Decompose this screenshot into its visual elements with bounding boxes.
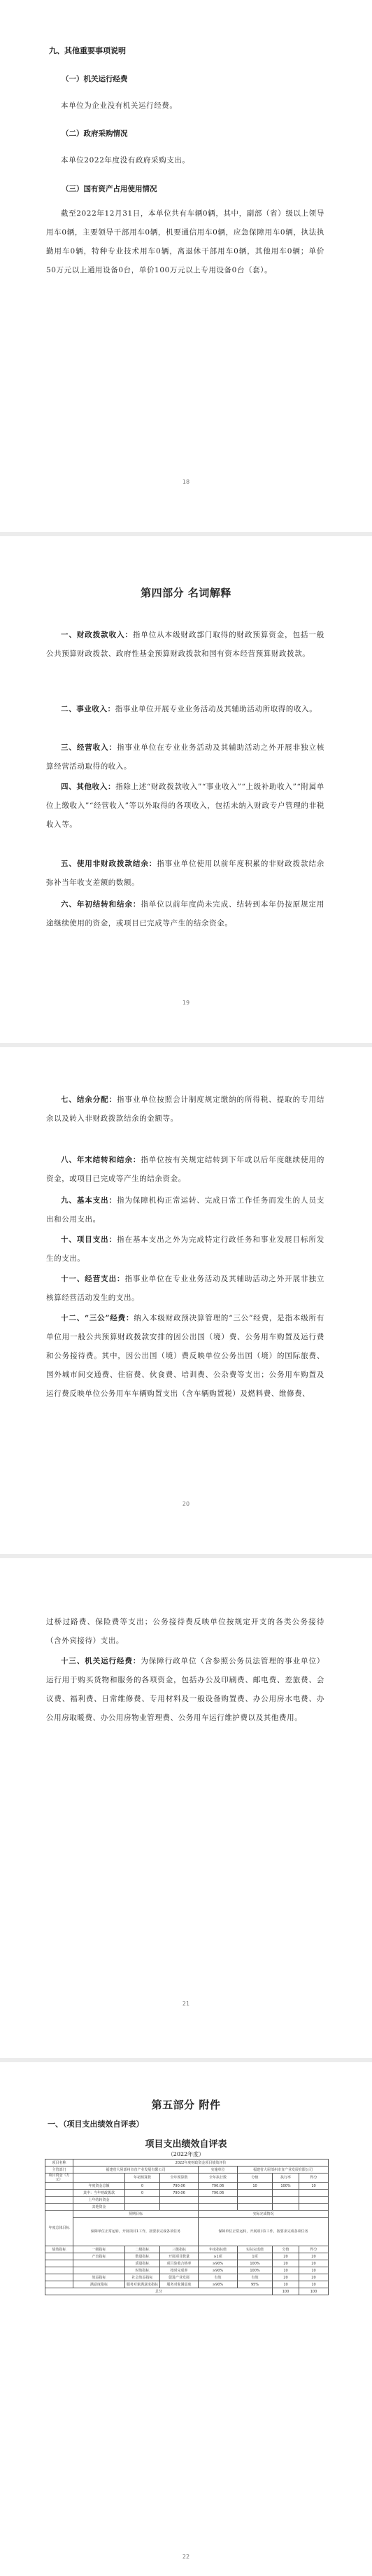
section-title: 九、其他重要事项说明 xyxy=(49,46,126,55)
page-number: 19 xyxy=(182,1000,190,1006)
table-cell xyxy=(45,2204,73,2211)
table-row xyxy=(45,2197,329,2204)
definition-item xyxy=(46,1151,324,1189)
table-cell xyxy=(299,2190,329,2197)
table-cell: 年度总体目标 xyxy=(45,2211,73,2246)
page-19 xyxy=(0,536,372,1043)
definition-text: 指在基本支出之外为完成特定行政任务和事业发展目标所发生的支出。 xyxy=(46,1236,324,1263)
table-cell xyxy=(73,2267,125,2274)
definition-label: 一、财政拨款收入： xyxy=(61,631,133,639)
definition-text: 指事业单位使用以前年度积累的非财政拨款结余弥补当年收支差额的数额。 xyxy=(46,860,324,887)
definition-label: 三、经营收入： xyxy=(61,743,117,752)
table-row xyxy=(45,2190,329,2197)
page-21 xyxy=(0,1558,372,2058)
paragraph: 本单位2022年度没有政府采购支出。 xyxy=(61,156,190,164)
table-cell: 一级指标 xyxy=(73,2246,125,2253)
table-cell: 10 xyxy=(238,2183,273,2190)
table-row xyxy=(45,2218,329,2246)
definition-label: 九、基本支出： xyxy=(61,1196,117,1205)
definition-text: 指单位以前年度尚未完成、结转到本年仍按原规定用途继续使用的资金，或项目已完成等产生的结余资金。 xyxy=(46,900,324,927)
part-title: 第五部分 附件 xyxy=(151,2099,221,2111)
table-cell xyxy=(273,2190,299,2197)
page-number: 21 xyxy=(182,2001,190,2007)
definition-item xyxy=(46,738,324,776)
page-number: 20 xyxy=(182,1501,190,1507)
table-cell: 全年执行数 xyxy=(199,2174,238,2183)
definition-label: 七、结余分配： xyxy=(61,1096,117,1104)
table-cell: 1项 xyxy=(238,2253,273,2260)
definition-text: 为保障行政单位（含参照公务员法管理的事业单位）运行用于购买货物和服务的各项资金，包括办公及印刷费、邮电费、差旅费、会议费、福利费、日常维修费、专用材料及一般设备购置费、办公用房水电费、办公用房取暖费、办公用房物业管理费、公务用车运行维护费以及其他费用。 xyxy=(46,1657,324,1722)
table-cell: 二级指标 xyxy=(125,2246,160,2253)
table-cell: 促进产业发展 xyxy=(160,2274,199,2281)
table-cell: 2022年度财政资金项目绩效评价 xyxy=(73,2160,329,2166)
table-cell: 主管部门 xyxy=(45,2166,73,2174)
table-cell: 年初预算数 xyxy=(125,2174,160,2183)
table-row xyxy=(45,2166,329,2174)
definition-label: 六、年初结转和结余： xyxy=(61,900,141,909)
definition-label: 十三、机关运行经费： xyxy=(61,1657,141,1665)
table-cell: 790.06 xyxy=(160,2183,199,2190)
definition-text: 指事业单位在专业业务活动及其辅助活动之外开展非独立核算经营活动取得的收入。 xyxy=(46,743,324,771)
table-cell: 得分 xyxy=(299,2174,329,2183)
table-cell xyxy=(299,2197,329,2204)
table-cell: ≥90% xyxy=(199,2281,238,2288)
table-cell: 得分 xyxy=(299,2246,329,2253)
table-cell: 790.06 xyxy=(199,2183,238,2190)
table-cell: 服务对象满意度 xyxy=(160,2281,199,2288)
table-cell: 100 xyxy=(299,2288,329,2295)
table-cell: 保障单位正常运转，开展项目1工作，按要求完成各项任务 xyxy=(199,2218,329,2246)
table-cell: 年度指标值 xyxy=(199,2246,238,2253)
table-cell: 其中：当年财政拨款 xyxy=(73,2190,125,2197)
definition-item xyxy=(46,1270,324,1308)
definition-label: 四、其他收入： xyxy=(61,783,116,791)
table-cell xyxy=(299,2204,329,2211)
definition-item xyxy=(46,1309,324,1404)
table-cell: 20 xyxy=(299,2253,329,2260)
definition-item xyxy=(46,1091,324,1128)
table-row xyxy=(45,2204,329,2211)
table-cell: 质量指标 xyxy=(125,2260,160,2267)
definition-label: 二、事业收入： xyxy=(61,705,115,713)
table-cell: 预期目标 xyxy=(73,2211,199,2218)
definition-label: 十一、经营支出： xyxy=(61,1275,125,1283)
table-row xyxy=(45,2288,329,2295)
table-cell: 有效 xyxy=(199,2274,238,2281)
page-number: 18 xyxy=(182,479,190,485)
table-cell xyxy=(45,2190,73,2197)
table-cell: 满意度指标 xyxy=(73,2281,125,2288)
table-cell: 20 xyxy=(273,2253,299,2260)
table-cell: 95% xyxy=(238,2281,273,2288)
table-cell xyxy=(45,2197,73,2204)
definition-text: 纳入本级财政预决算管理的“三公”经费，是指本级所有单位用一般公共预算财政拨款安排的因公出国（境）费、公务用车购置及运行费和公务接待费。其中，因公出国（境）费反映单位公务出国（境）的国际旅费、国外城市间交通费、住宿费、伙食费、培训费、公杂费等支出；公务用车购置及运行费反映单位公务用车车辆购置支出（含车辆购置税）及燃料费、维修费、 xyxy=(46,1314,324,1398)
table-cell: 10 xyxy=(273,2281,299,2288)
definition-text: 指单位从本级财政部门取得的财政预算资金，包括一般公共预算财政拨款、政府性基金预算财政拨款和国有资本经营预算财政拨款。 xyxy=(46,631,324,658)
definition-item xyxy=(46,895,324,933)
table-cell: 开展项目数量 xyxy=(160,2253,199,2260)
table-cell: 项目资金（万元） xyxy=(45,2174,73,2183)
subsection-title: （一）机关运行经费 xyxy=(62,75,128,83)
table-row xyxy=(45,2246,329,2253)
table-cell xyxy=(45,2260,73,2267)
table-cell: 100 xyxy=(273,2288,299,2295)
page-22 xyxy=(0,2062,372,2576)
table-cell: 0 xyxy=(125,2190,160,2197)
table-cell xyxy=(125,2204,160,2211)
table-cell xyxy=(45,2183,73,2190)
table-cell: 10 xyxy=(299,2281,329,2288)
table-cell xyxy=(199,2197,238,2204)
definition-label: 八、年末结转和结余： xyxy=(61,1156,141,1164)
definition-text: 指除上述“财政拨款收入”“事业收入”“上级补助收入”“附属单位上缴收入”“经营收入”等以外取得的各项收入，包括未纳入财政专户管理的非税收入等。 xyxy=(46,783,324,829)
table-cell: 20 xyxy=(273,2260,299,2267)
table-cell: 上年结转资金 xyxy=(73,2197,125,2204)
table-cell xyxy=(273,2204,299,2211)
definition-label: 十二、“三公”经费： xyxy=(61,1314,134,1322)
table-cell: 790.06 xyxy=(199,2190,238,2197)
table-cell xyxy=(73,2174,125,2183)
paragraph: 本单位为企业没有机关运行经费。 xyxy=(61,102,178,110)
part-title: 第四部分 名词解释 xyxy=(141,587,231,599)
table-cell xyxy=(238,2197,273,2204)
table-cell: 实际完成情况 xyxy=(199,2211,329,2218)
table-cell: 20 xyxy=(299,2274,329,2281)
table-cell: 保障单位正常运转，开展项目1工作，按要求完成各项任务 xyxy=(73,2218,199,2246)
table-row xyxy=(45,2174,329,2183)
page-18 xyxy=(0,0,372,532)
table-row xyxy=(45,2260,329,2267)
table-cell: ≥90% xyxy=(199,2260,238,2267)
table-cell: 10 xyxy=(299,2267,329,2274)
table-cell xyxy=(45,2281,73,2288)
table-cell: 效益指标 xyxy=(73,2274,125,2281)
table-cell: 年度资金总额 xyxy=(73,2183,125,2190)
table-cell: 产出指标 xyxy=(73,2253,125,2260)
definition-item xyxy=(46,1231,324,1268)
table-cell xyxy=(238,2204,273,2211)
table-cell: 执行率 xyxy=(273,2174,299,2183)
table-cell: 服务对象满意度指标 xyxy=(125,2281,160,2288)
performance-table xyxy=(45,2159,329,2295)
table-cell: 其他资金 xyxy=(73,2204,125,2211)
table-cell: 20 xyxy=(299,2260,329,2267)
table-cell xyxy=(160,2197,199,2204)
table-cell xyxy=(273,2197,299,2204)
definition-item xyxy=(46,626,324,664)
page-20 xyxy=(0,1047,372,1554)
table-cell xyxy=(238,2190,273,2197)
table-cell: 有效 xyxy=(238,2274,273,2281)
table-cell xyxy=(160,2204,199,2211)
definition-item xyxy=(46,700,324,719)
definition-item xyxy=(46,1191,324,1229)
table-cell: 分值 xyxy=(238,2174,273,2183)
table-cell: 10 xyxy=(299,2183,329,2190)
definition-text: 指事业单位开展专业业务活动及其辅助活动所取得的收入。 xyxy=(115,705,317,713)
table-row xyxy=(45,2267,329,2274)
table-row xyxy=(45,2160,329,2166)
table-cell: 20 xyxy=(273,2274,299,2281)
table-cell: 福建省大屋部州市直产业发展有限公司 xyxy=(73,2166,199,2174)
table-cell xyxy=(199,2204,238,2211)
table-cell: 100% xyxy=(238,2267,273,2274)
table-cell: 0 xyxy=(125,2183,160,2190)
table-cell: ≥1项 xyxy=(199,2253,238,2260)
table-cell xyxy=(45,2267,73,2274)
table-cell: 100% xyxy=(273,2183,299,2190)
definition-text: 指事业单位在专业业务活动及其辅助活动之外开展非独立核算经营活动发生的支出。 xyxy=(46,1275,324,1302)
definition-text: 指为保障机构正常运转、完成日常工作任务而发生的人员支出和公用支出。 xyxy=(46,1196,324,1224)
table-row xyxy=(45,2253,329,2260)
subsection-title: （三）国有资产占用使用情况 xyxy=(62,185,157,193)
table-cell: 社会效益指标 xyxy=(125,2274,160,2281)
table-cell: 总分 xyxy=(45,2288,273,2295)
table-cell: 绩效指标 xyxy=(45,2246,73,2253)
table-cell: 实际完成值 xyxy=(238,2246,273,2253)
table-cell: 按时完成率 xyxy=(160,2267,199,2274)
table-cell xyxy=(45,2274,73,2281)
table-cell: 实施单位 xyxy=(199,2166,238,2174)
table-row xyxy=(45,2281,329,2288)
table-cell: 时效指标 xyxy=(125,2267,160,2274)
table-row xyxy=(45,2274,329,2281)
definition-item xyxy=(46,855,324,892)
definition-label: 五、使用非财政拨款结余： xyxy=(61,860,157,868)
table-cell: 10 xyxy=(273,2267,299,2274)
attachment-title: 一、（项目支出绩效自评表） xyxy=(48,2120,144,2129)
table-row xyxy=(45,2211,329,2218)
table-row xyxy=(45,2183,329,2190)
table-cell: 项目验收合格率 xyxy=(160,2260,199,2267)
table-cell: 数量指标 xyxy=(125,2253,160,2260)
table-cell xyxy=(45,2253,73,2260)
definition-text: 指单位按有关规定结转到下年或以后年度继续使用的资金，或项目已完成等产生的结余资金。 xyxy=(46,1156,324,1183)
table-cell: 全年预算数 xyxy=(160,2174,199,2183)
page-number: 22 xyxy=(182,2554,190,2560)
table-cell xyxy=(73,2260,125,2267)
definition-item xyxy=(46,778,324,834)
table-cell: 三级指标 xyxy=(160,2246,199,2253)
paragraph: 截至2022年12月31日，本单位共有车辆0辆，其中，副部（省）级以上领导用车0辆，主要领导干部用车0辆，机要通信用车0辆，应急保障用车0辆，执法执勤用车0辆，特种专业技术用车0辆，离退休干部用车0辆，其他用车0辆；单价50万元以上通用设备0台，单价100万元以上专用设备0台（套）。 xyxy=(46,209,324,274)
table-cell: 100% xyxy=(238,2260,273,2267)
table-cell: 福建省大屋部州市直产业发展有限公司 xyxy=(238,2166,329,2174)
table-cell: 790.06 xyxy=(160,2190,199,2197)
table-cell xyxy=(125,2197,160,2204)
definition-label: 十、项目支出： xyxy=(61,1236,117,1244)
paragraph: 过桥过路费、保险费等支出；公务接待费反映单位按规定开支的各类公务接待（含外宾接待）支出。 xyxy=(46,1618,324,1645)
definition-item xyxy=(46,1652,324,1728)
table-title: 项目支出绩效自评表 xyxy=(145,2139,227,2150)
definition-text: 指事业单位按照会计制度规定缴纳的所得税、提取的专用结余以及转入非财政拨款结余的金额等。 xyxy=(46,1096,324,1123)
subsection-title: （二）政府采购情况 xyxy=(62,130,128,138)
table-cell: ≥90% xyxy=(199,2267,238,2274)
table-cell: 项目名称 xyxy=(45,2160,73,2166)
table-cell: 分值 xyxy=(273,2246,299,2253)
table-subtitle: （2022年度） xyxy=(167,2151,205,2157)
